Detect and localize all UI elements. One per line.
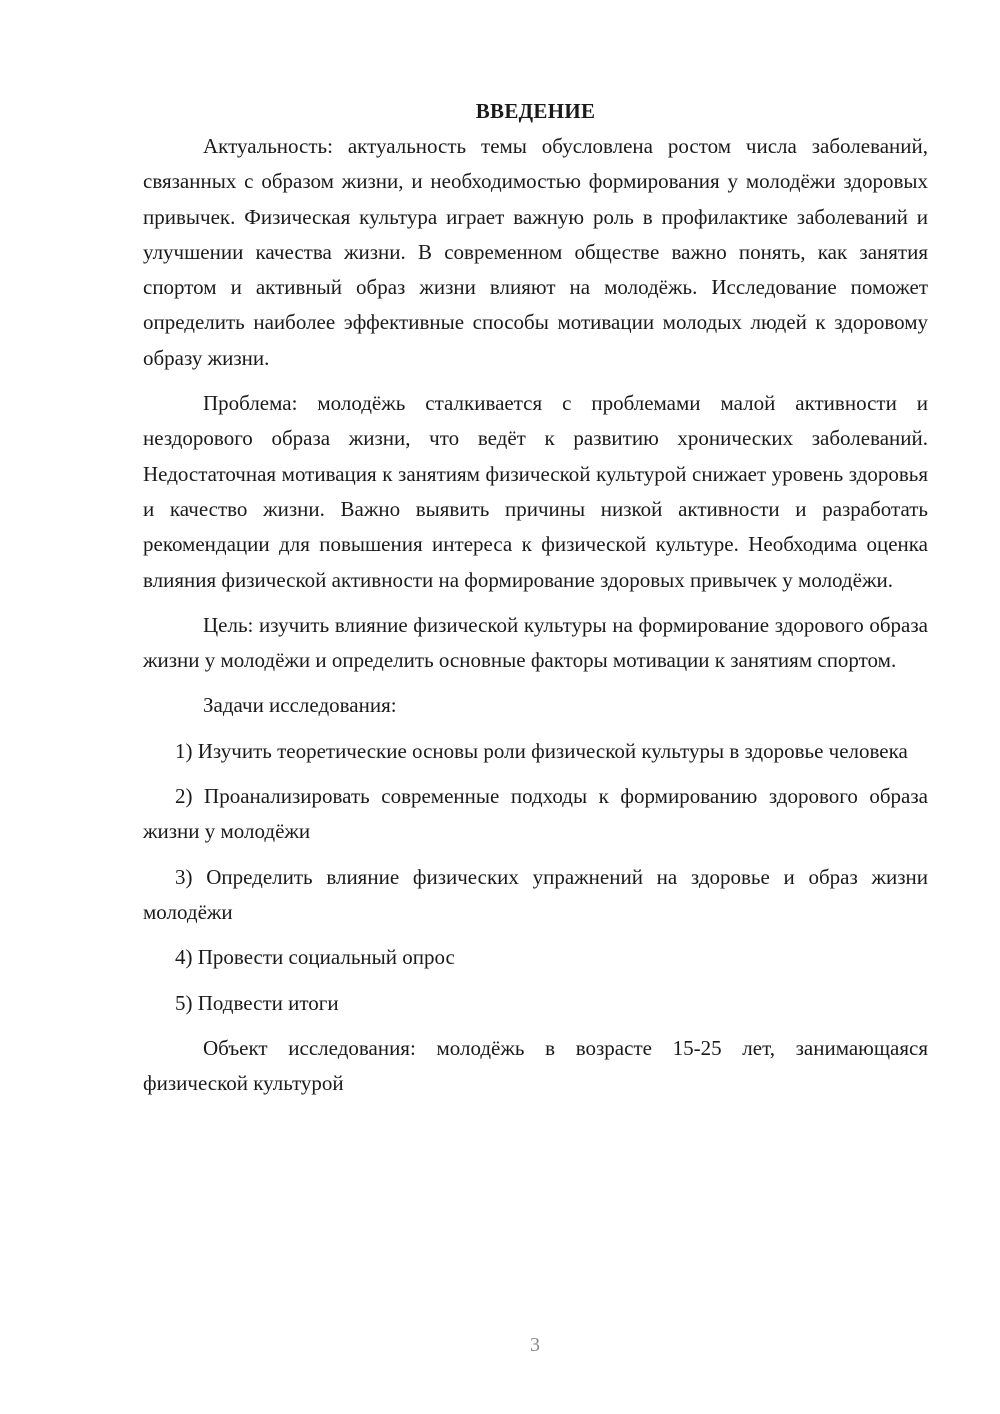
- paragraph-problem: Проблема: молодёжь сталкивается с проблемами малой активности и нездорового образа жизни, что ведёт к развитию хронических заболеваний. Недостаточная мотивация к занятиям физической культурой снижает уровень здоровья и качество жизни. Важно выявить причины низкой активности и разработать рекомендации для повышения интереса к физической культуре. Необходима оценка влияния физической активности на формирование здоровых привычек у молодёжи.: [143, 391, 928, 592]
- paragraph-object: Объект исследования: молодёжь в возрасте 15-25 лет, занимающаяся физической культурой: [143, 1035, 928, 1096]
- task-item-1: 1) Изучить теоретические основы роли физической культуры в здоровье человека: [175, 738, 908, 763]
- task-item-5: 5) Подвести итоги: [175, 990, 339, 1015]
- paragraph-relevance: Актуальность: актуальность темы обусловлена ростом числа заболеваний, связанных с образом жизни, и необходимостью формирования у молодёжи здоровых привычек. Физическая культура играет важную роль в профилактике заболеваний и улучшении качества жизни. В современном обществе важно понять, как занятия спортом и активный образ жизни влияют на молодёжь. Исследование поможет определить наиболее эффективные способы мотивации молодых людей к здоровому образу жизни.: [143, 134, 928, 370]
- page-title: ВВЕДЕНИЕ: [475, 99, 596, 123]
- paragraph-goal: Цель: изучить влияние физической культуры на формирование здорового образа жизни у молодёжи и определить основные факторы мотивации к занятиям спортом.: [143, 612, 928, 673]
- document-page: [143, 96, 928, 1111]
- task-item-3: 3) Определить влияние физических упражнений на здоровье и образ жизни молодёжи: [143, 864, 928, 924]
- task-item-4: 4) Провести социальный опрос: [175, 945, 455, 970]
- page-number: 3: [530, 1334, 540, 1356]
- task-item-2: 2) Проанализировать современные подходы к формированию здорового образа жизни у молодёжи: [143, 784, 928, 844]
- tasks-heading: Задачи исследования:: [203, 693, 397, 718]
